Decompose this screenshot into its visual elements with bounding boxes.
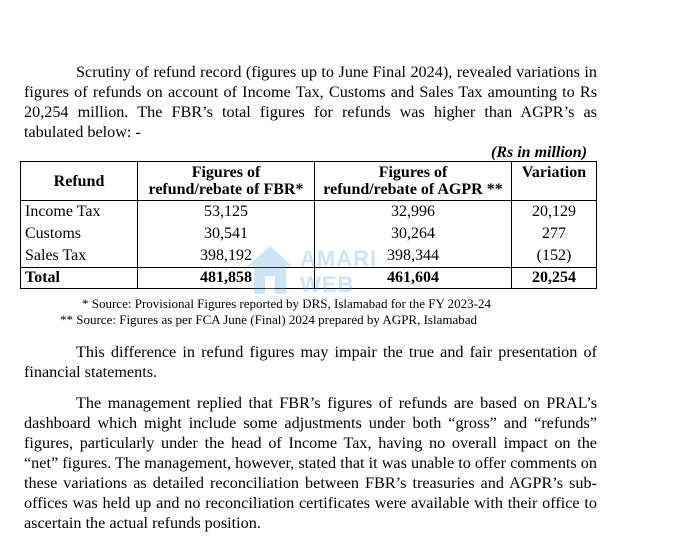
row-refund: Customs — [21, 223, 138, 245]
row-agpr: 32,996 — [315, 201, 512, 224]
header-fbr-line1: Figures of — [191, 164, 261, 181]
row-fbr: 53,125 — [138, 201, 315, 224]
row-refund: Sales Tax — [21, 245, 138, 268]
header-agpr-line2: refund/rebate of AGPR ** — [323, 181, 503, 198]
row-variation: (152) — [512, 245, 597, 268]
total-refund: Total — [21, 268, 138, 289]
table-row — [21, 245, 597, 268]
header-agpr — [315, 162, 512, 201]
unit-label: (Rs in million) — [491, 144, 588, 161]
row-variation: 277 — [512, 223, 597, 245]
total-fbr: 481,858 — [138, 268, 315, 289]
header-fbr-line2: refund/rebate of FBR* — [148, 181, 304, 198]
table-row — [21, 223, 597, 245]
header-variation: Variation — [512, 162, 597, 201]
row-fbr: 30,541 — [138, 223, 315, 245]
source-fbr: * Source: Provisional Figures reported by DRS, Islamabad for the FY 2023-24 — [82, 296, 491, 311]
table-header-row — [21, 162, 597, 201]
watermark-text: AMARI WEB — [300, 246, 378, 297]
total-variation: 20,254 — [512, 268, 597, 289]
row-agpr: 30,264 — [315, 223, 512, 245]
header-agpr-line1: Figures of — [378, 164, 448, 181]
row-variation: 20,129 — [512, 201, 597, 224]
impact-paragraph: This difference in refund figures may impair the true and fair presentation of financial statements. — [24, 343, 597, 381]
management-reply-paragraph: The management replied that FBR’s figures of refunds are based on PRAL’s dashboard which might include some adjustments under both “gross” and “refunds” figures, particularly under the head of Income Tax, having no overall impact on the “net” figures. The management, however, stated that it was unable to offer comments on these variations as detailed reconciliation between FBR’s treasuries and AGPR’s sub-offices was held up and no reconciliation certificates were available with their office to ascertain the actual refunds position. — [24, 394, 597, 532]
table-total-row — [21, 268, 597, 289]
row-refund: Income Tax — [21, 201, 138, 224]
refund-table — [20, 161, 597, 289]
header-fbr — [138, 162, 315, 201]
table-row — [21, 201, 597, 224]
header-refund: Refund — [21, 162, 138, 201]
source-agpr: ** Source: Figures as per FCA June (Final) 2024 prepared by AGPR, Islamabad — [60, 312, 478, 327]
row-fbr: 398,192 — [138, 245, 315, 268]
table-sources — [60, 296, 580, 328]
total-agpr: 461,604 — [315, 268, 512, 289]
row-agpr: 398,344 — [315, 245, 512, 268]
intro-paragraph: Scrutiny of refund record (figures up to June Final 2024), revealed variations in figures of refunds on account of Income Tax, Customs and Sales Tax amounting to Rs 20,254 million. The FBR’s total figures for refunds was higher than AGPR’s as tabulated below: - — [24, 63, 597, 141]
